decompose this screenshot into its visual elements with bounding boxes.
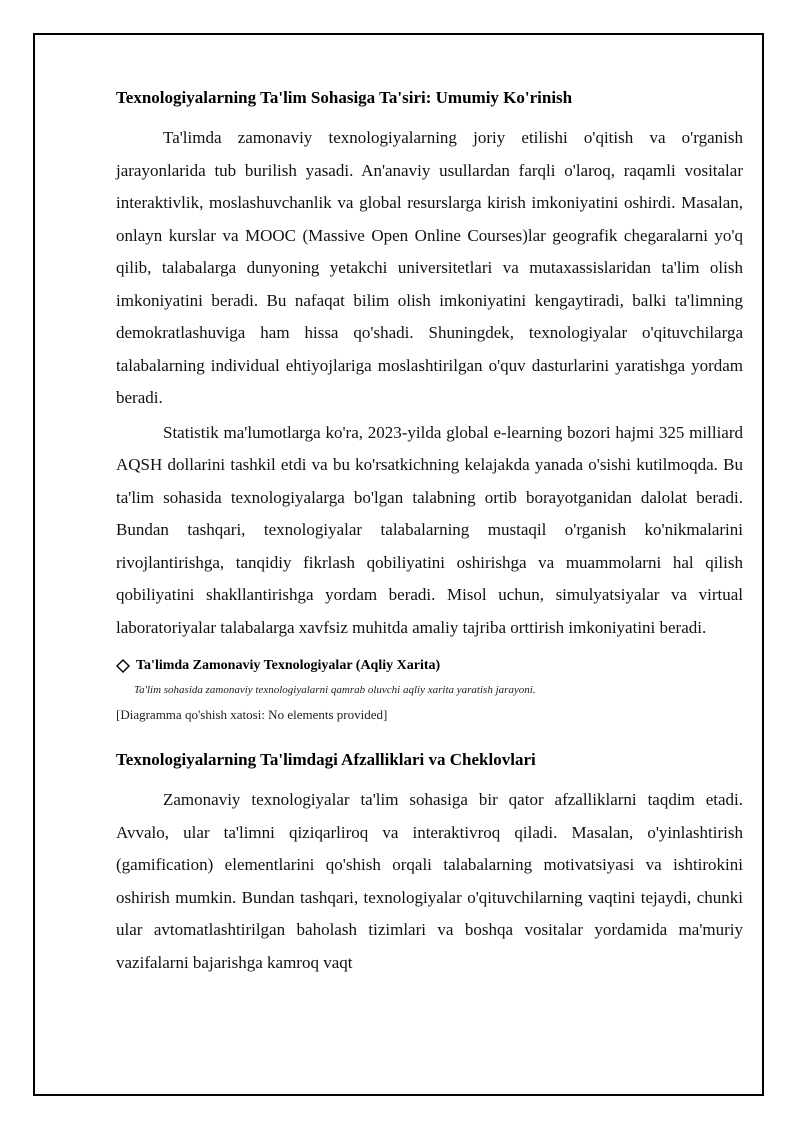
diagram-caption: Ta'lim sohasida zamonaviy texnologiyalarni qamrab oluvchi aqliy xarita yaratish jarayoni. [134,684,536,696]
document-body [116,86,743,979]
section-heading-1: Texnologiyalarning Ta'lim Sohasiga Ta'siri: Umumiy Ko'rinish [116,88,573,107]
paragraph-2: Statistik ma'lumotlarga ko'ra, 2023-yilda global e-learning bozori hajmi 325 milliard AQSH dollarini tashkil etdi va bu ko'rsatkichning kelajakda yanada o'sishi kutilmoqda. Bu ta'lim sohasida texnologiyalarga bo'lgan talabning ortib borayotganidan dalolat beradi. Bundan tashqari, texnologiyalar talabalarning mustaqil o'rganish ko'nikmalarini rivojlantirishga, tanqidiy fikrlash qobiliyatini oshirishga va muammolarni hal qilish qobiliyatini shakllantirishga yordam beradi. Misol uchun, simulyatsiyalar va virtual laboratoriyalar talabalarga xavfsiz muhitda amaliy tajriba orttirish imkoniyatini beradi. [116,422,743,637]
diagram-title [116,656,743,676]
section-heading-2: Texnologiyalarning Ta'limdagi Afzalliklari va Cheklovlari [116,750,536,769]
diagram-title-text: Ta'limda Zamonaviy Texnologiyalar (Aqliy Xarita) [136,658,441,673]
paragraph-1: Ta'limda zamonaviy texnologiyalarning joriy etilishi o'qitish va o'rganish jarayonlarida tub burilish yasadi. An'anaviy usullardan farqli o'laroq, raqamli vositalar interaktivlik, moslashuvchanlik va global resurslarga kirish imkoniyatini oshirdi. Masalan, onlayn kurslar va MOOC (Massive Open Online Courses)lar geografik chegaralarni yo'q qilib, talabalarga dunyoning yetakchi universitetlari va mutaxassislaridan ta'lim olish imkoniyatini beradi. Bu nafaqat bilim olish imkoniyatini kengaytiradi, balki ta'limning demokratlashuviga ham hissa qo'shadi. Shuningdek, texnologiyalar o'qituvchilarga talabalarning individual ehtiyojlariga moslashtirilgan o'quv dasturlarini yaratishga yordam beradi. [116,128,743,407]
paragraph-3: Zamonaviy texnologiyalar ta'lim sohasiga bir qator afzalliklarni taqdim etadi. Avvalo, ular ta'limni qiziqarliroq va interaktivroq qiladi. Masalan, o'yinlashtirish (gamification) elementlarini qo'shish orqali talabalarning motivatsiyasi va ishtirokini oshirish mumkin. Bundan tashqari, texnologiyalar o'qituvchilarning vaqtini tejaydi, chunki ular avtomatlashtirilgan baholash tizimlari va boshqa vositalar yordamida ma'muriy vazifalarni bajarishga kamroq vaqt [116,790,743,972]
diamond-icon [116,659,130,673]
diagram-error-message: [Diagramma qo'shish xatosi: No elements provided] [116,707,388,722]
